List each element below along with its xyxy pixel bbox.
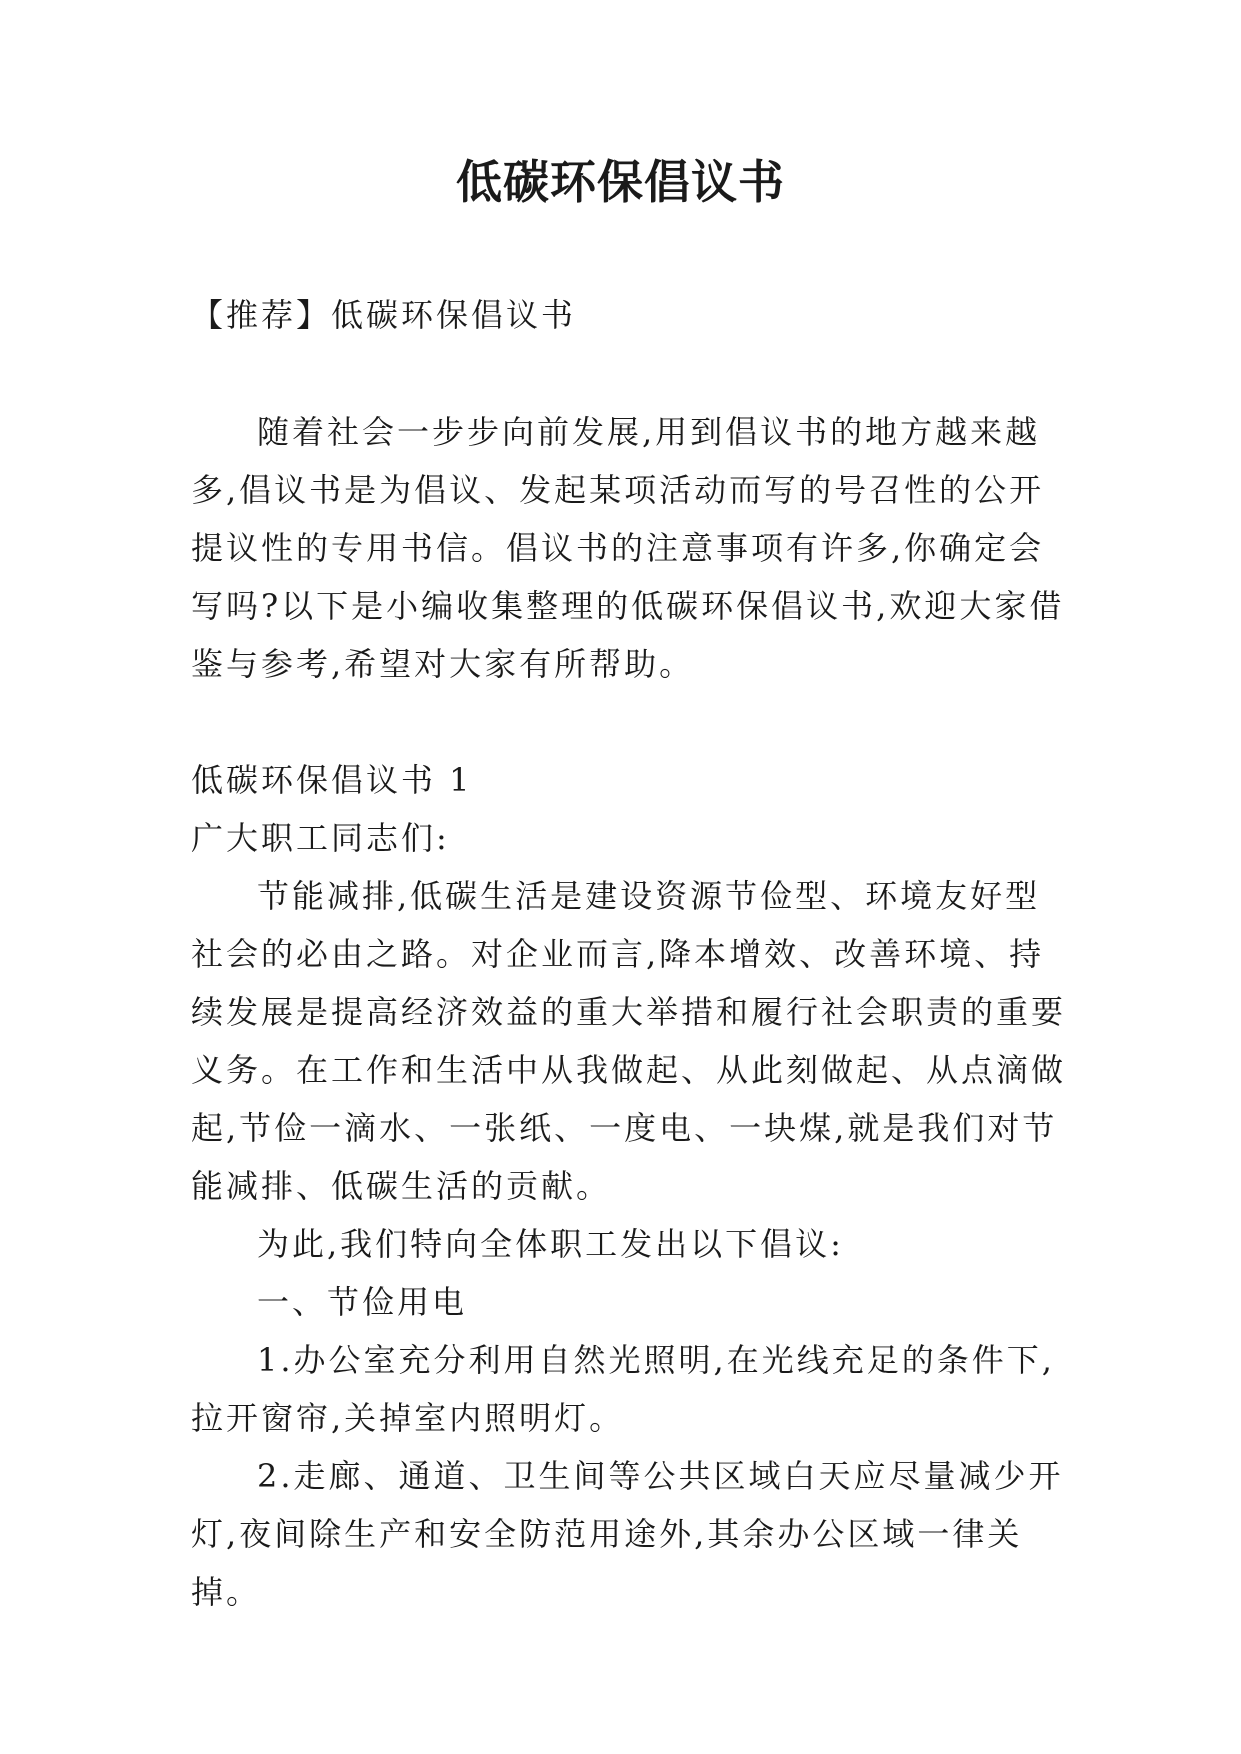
list-item: 1.办公室充分利用自然光照明,在光线充足的条件下,拉开窗帘,关掉室内照明灯。 xyxy=(191,1341,1055,1437)
document-subtitle xyxy=(191,286,1071,344)
salutation: 广大职工同志们: xyxy=(191,819,450,857)
body-paragraph: 为此,我们特向全体职工发出以下倡议: xyxy=(257,1225,844,1263)
letter-section xyxy=(191,751,1071,1621)
list-item: 2.走廊、通道、卫生间等公共区域白天应尽量减少开灯,夜间除生产和安全防范用途外,其余办公区域一律关掉。 xyxy=(191,1457,1064,1611)
intro-section xyxy=(191,403,1071,693)
intro-paragraph: 随着社会一步步向前发展,用到倡议书的地方越来越多,倡议书是为倡议、发起某项活动而写的号召性的公开提议性的专用书信。倡议书的注意事项有许多,你确定会写吗?以下是小编收集整理的低碳环保倡议书,欢迎大家借鉴与参考,希望对大家有所帮助。 xyxy=(191,413,1065,683)
section-heading: 低碳环保倡议书 1 xyxy=(191,761,473,799)
document-title: 低碳环保倡议书 xyxy=(456,155,785,209)
body-paragraph: 节能减排,低碳生活是建设资源节俭型、环境友好型社会的必由之路。对企业而言,降本增效、改善环境、持续发展是提高经济效益的重大举措和履行社会职责的重要义务。在工作和生活中从我做起、从此刻做起、从点滴做起,节俭一滴水、一张纸、一度电、一块煤,就是我们对节能减排、低碳生活的贡献。 xyxy=(191,877,1067,1205)
subtitle-text: 【推荐】低碳环保倡议书 xyxy=(191,296,577,334)
list-heading: 一、节俭用电 xyxy=(257,1283,468,1321)
